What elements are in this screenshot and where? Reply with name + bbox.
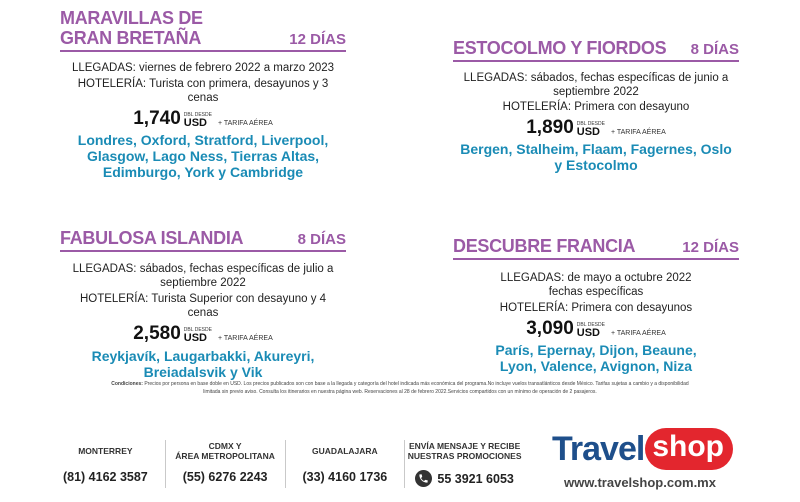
price-tarifa: + TARIFA AÉREA <box>610 330 666 337</box>
price-tarifa: + TARIFA AÉREA <box>217 120 273 127</box>
travelshop-logo[interactable] <box>552 428 733 470</box>
price-amount: 1,740 <box>133 108 181 129</box>
tour-price <box>60 324 346 344</box>
tour-title-line1: ESTOCOLMO Y FIORDOS <box>453 38 667 58</box>
tour-llegadas: LLEGADAS: sábados, fechas específicas de junio a septiembre 2022 <box>463 72 729 98</box>
contact-whatsapp <box>405 440 524 488</box>
tour-days: 8 DÍAS <box>297 231 346 248</box>
tour-price <box>453 319 739 339</box>
tour-cities: París, Epernay, Dijon, Beaune, Lyon, Valence, Avignon, Niza <box>495 342 697 374</box>
tour-price <box>453 118 739 138</box>
title-divider <box>453 258 739 260</box>
price-amount: 2,580 <box>133 323 181 344</box>
tour-llegadas: LLEGADAS: sábados, fechas específicas de julio a septiembre 2022 <box>72 263 334 289</box>
conditions-body: Precios por persona en base doble en USD. Los precios publicados son con base a la llegada y categoría del hotel indicada más económica del programa.No incluye vuelos transatlánticos desde México. Tarifas sujetas a cambio y a disponibilidad limitada sin previo aviso. Consulta los itinerarios en nuestra página web. Reservaciones al 28 de febrero 2022.Servicios compartidos con un mínimo de operación de 2 pasajeros. <box>144 381 689 395</box>
tour-hoteleria: HOTELERÍA: Turista Superior con desayuno y 4 cenas <box>79 293 327 319</box>
tour-title <box>453 38 666 58</box>
tour-card-header <box>453 220 739 260</box>
conditions-text <box>105 380 695 396</box>
tour-title <box>453 236 635 256</box>
contact-label-line2: NUESTRAS PROMOCIONES <box>407 451 522 461</box>
tour-days: 8 DÍAS <box>690 41 739 58</box>
whatsapp-icon <box>415 470 432 487</box>
tour-title <box>60 228 243 248</box>
price-tarifa: + TARIFA AÉREA <box>610 129 666 136</box>
website-link[interactable]: www.travelshop.com.mx <box>564 475 716 490</box>
tour-title <box>60 8 203 48</box>
contact-phone[interactable]: (55) 6276 2243 <box>182 470 268 484</box>
tour-llegadas: LLEGADAS: de mayo a octubre 2022 fechas específicas <box>500 272 692 298</box>
logo-text-shop: shop <box>645 428 733 470</box>
contact-phone[interactable]: 55 3921 6053 <box>405 470 524 487</box>
tour-card-gran-bretana <box>60 8 346 180</box>
tour-days: 12 DÍAS <box>682 239 739 256</box>
tour-days: 12 DÍAS <box>289 31 346 48</box>
price-currency: USD <box>576 327 601 339</box>
contact-phone[interactable]: (81) 4162 3587 <box>62 470 148 484</box>
tour-card-islandia <box>60 212 346 380</box>
price-prefix: DBL DESDE <box>576 121 605 127</box>
price-currency: USD <box>183 117 208 129</box>
title-divider <box>60 50 346 52</box>
tour-title-line1: FABULOSA ISLANDIA <box>60 228 244 248</box>
tour-hoteleria: HOTELERÍA: Primera con desayuno <box>502 101 690 113</box>
price-prefix: DBL DESDE <box>183 112 212 118</box>
tour-card-francia <box>453 220 739 374</box>
contact-label: GUADALAJARA <box>312 446 378 456</box>
contact-cdmx <box>166 440 286 488</box>
tour-cities: Bergen, Stalheim, Flaam, Fagernes, Oslo y Estocolmo <box>460 141 732 173</box>
conditions-label: Condiciones: <box>111 381 143 387</box>
contact-phone[interactable]: (33) 4160 1736 <box>302 470 388 484</box>
contact-label: CDMX Y <box>208 441 242 451</box>
contact-label: MONTERREY <box>78 446 133 456</box>
price-amount: 3,090 <box>526 318 574 339</box>
logo-text-travel: Travel <box>552 429 645 468</box>
tour-hoteleria: HOTELERÍA: Turista con primera, desayunos y 3 cenas <box>77 78 329 104</box>
tour-title-line1: MARAVILLAS DE <box>60 8 203 28</box>
contact-monterrey <box>46 440 166 488</box>
contact-bar <box>46 440 524 488</box>
tour-llegadas: LLEGADAS: viernes de febrero 2022 a marzo 2023 <box>71 62 335 74</box>
tour-price <box>60 109 346 129</box>
tour-card-header <box>60 212 346 252</box>
contact-label-line2: ÁREA METROPOLITANA <box>175 451 275 461</box>
contact-guadalajara <box>286 440 406 488</box>
tour-hoteleria: HOTELERÍA: Primera con desayunos <box>499 302 693 314</box>
tour-title-line1: DESCUBRE FRANCIA <box>453 236 636 256</box>
price-amount: 1,890 <box>526 117 574 138</box>
tour-cities: Reykjavík, Laugarbakki, Akureyri, Breiadalsvik y Vik <box>91 348 315 380</box>
tour-title-line2: GRAN BRETAÑA <box>60 28 202 48</box>
tour-card-header <box>453 22 739 62</box>
price-prefix: DBL DESDE <box>576 322 605 328</box>
price-prefix: DBL DESDE <box>183 327 212 333</box>
tour-card-estocolmo <box>453 22 739 173</box>
price-currency: USD <box>576 126 601 138</box>
contact-label: ENVÍA MENSAJE Y RECIBE <box>408 441 521 451</box>
title-divider <box>60 250 346 252</box>
tour-cities: Londres, Oxford, Stratford, Liverpool, Glasgow, Lago Ness, Tierras Altas, Edimburgo, York y Cambridge <box>77 132 329 180</box>
title-divider <box>453 60 739 62</box>
tour-card-header <box>60 8 346 52</box>
price-tarifa: + TARIFA AÉREA <box>217 335 273 342</box>
price-currency: USD <box>183 332 208 344</box>
